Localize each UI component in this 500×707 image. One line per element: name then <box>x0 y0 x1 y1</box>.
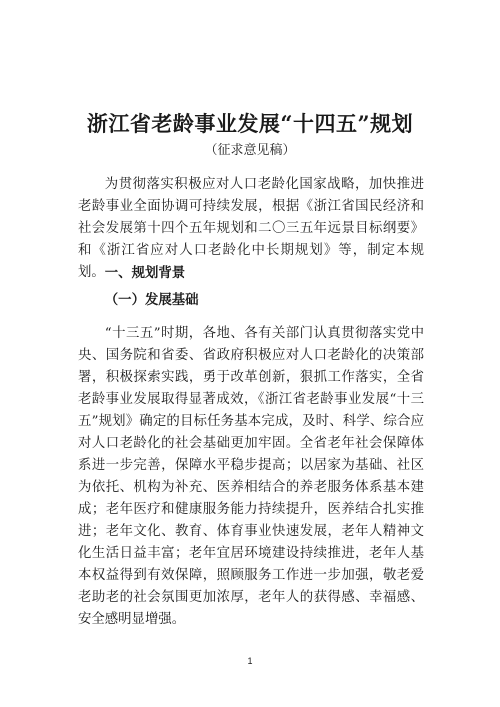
document-title: 浙江省老龄事业发展“十四五”规划 <box>86 111 414 136</box>
subsection-heading: （一）发展基础 <box>104 292 199 308</box>
document-subtitle: （征求意见稿） <box>204 143 296 158</box>
page-number: 1 <box>247 656 253 666</box>
intro-paragraph: 为贯彻落实积极应对人口老龄化国家战略，加快推进老龄事业全面协调可持续发展，根据《浙江省国民经济和社会发展第十四个五年规划和二〇三五年远景目标纲要》和《浙江省应对人口老龄化中长期规划》等，制定本规划。 <box>78 177 424 280</box>
section-heading: 一、规划背景 <box>104 266 186 281</box>
body-paragraph: “十三五”时期，各地、各有关部门认真贯彻落实党中央、国务院和省委、省政府积极应对人口老龄化的决策部署，积极探索实践，勇于改革创新，狠抓工作落实，全省老龄事业发展取得显著成效，《浙江省老龄事业发展“十三五”规划》确定的目标任务基本完成，及时、科学、综合应对人口老龄化的社会基础更加牢固。全省老年社会保障体系进一步完善，保障水平稳步提高；以居家为基础、社区为依托、机构为补充、医养相结合的养老服务体系基本建成；老年医疗和健康服务能力持续提升，医养结合扎实推进；老年文化、教育、体育事业快速发展，老年人精神文化生活日益丰富；老年宜居环境建设持续推进，老年人基本权益得到有效保障，照顾服务工作进一步加强，敬老爱老助老的社会氛围更加浓厚，老年人的获得感、幸福感、安全感明显增强。 <box>78 326 424 627</box>
